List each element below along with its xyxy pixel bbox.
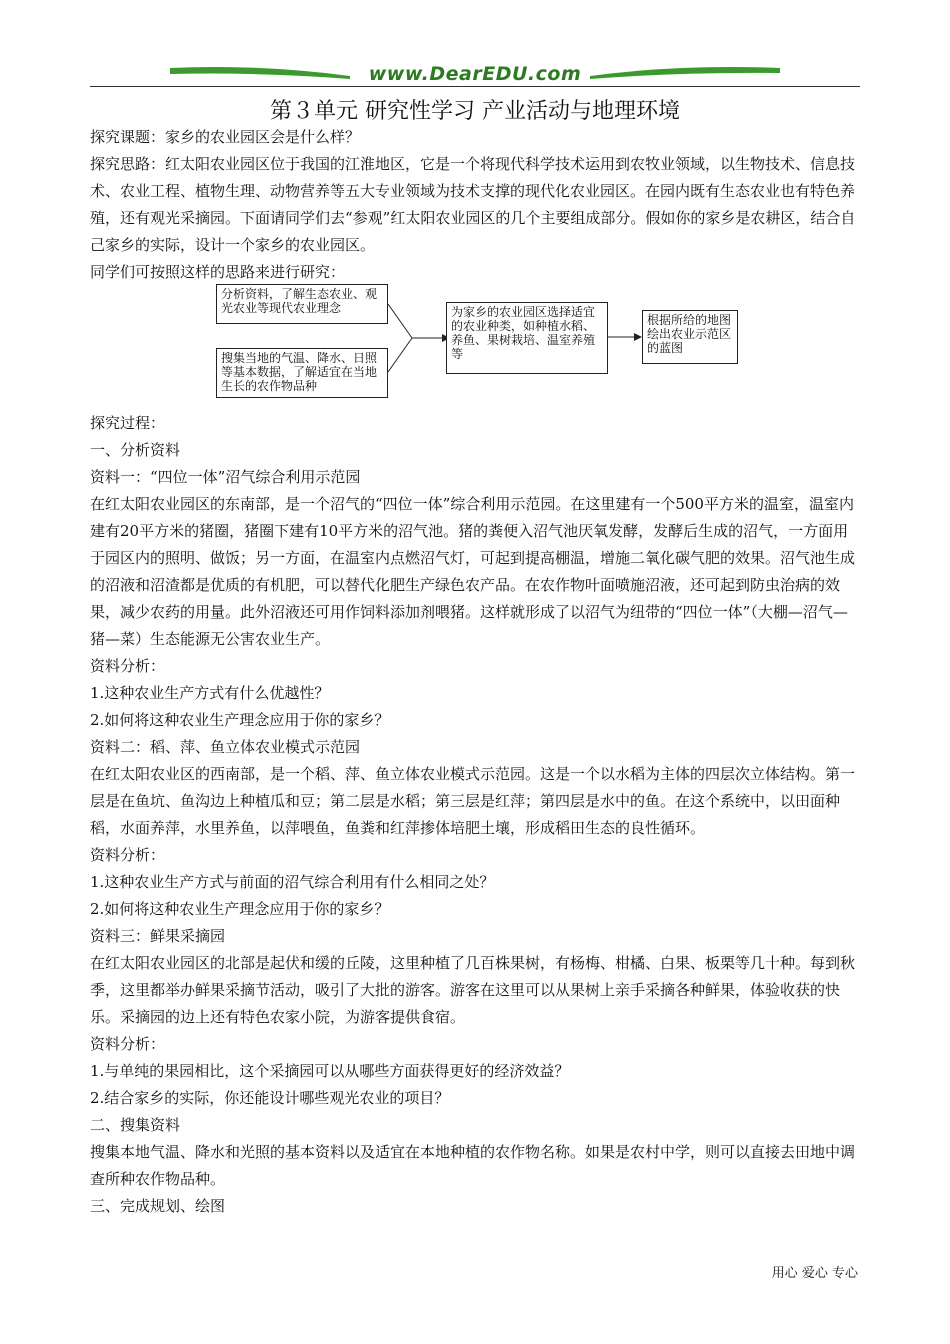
question: 1.这种农业生产方式与前面的沼气综合利用有什么相同之处？ [90,873,495,891]
section-heading: 二、搜集资料 [90,1116,181,1134]
flow-box-draw: 根据所给的地图绘出农业示范区的蓝图 [642,310,738,364]
site-logo-text[interactable]: www.DearEDU.com [368,63,582,85]
section-heading: 一、分析资料 [90,441,181,459]
material-title: 资料二：稻、萍、鱼立体农业模式示范园 [90,738,361,756]
intro-topic: 探究课题：家乡的农业园区会是什么样？ [90,128,361,146]
intro-section [90,124,862,286]
question: 2.如何将这种农业生产理念应用于你的家乡？ [90,900,390,918]
material-text: 在红太阳农业园区的北部是起伏和缓的丘陵，这里种植了几百株果树，有杨梅、柑橘、白果、板栗等几十种。每到秋季，这里都举办鲜果采摘节活动，吸引了大批的游客。游客在这里可以从果树上亲手采摘各种鲜果，体验收获的快乐。采摘园的边上还有特色农家小院，为游客提供食宿。 [90,954,856,1026]
intro-guide: 同学们可按照这样的思路来进行研究： [90,263,346,281]
research-flowchart [210,282,750,402]
question: 1.与单纯的果园相比，这个采摘园可以从哪些方面获得更好的经济效益？ [90,1062,570,1080]
section-text: 搜集本地气温、降水和光照的基本资料以及适宜在本地种植的农作物名称。如果是农村中学，则可以直接去田地中调查所种农作物品种。 [90,1143,856,1188]
material-text: 在红太阳农业区的西南部，是一个稻、萍、鱼立体农业模式示范园。这是一个以水稻为主体的四层次立体结构。第一层是在鱼坑、鱼沟边上种植瓜和豆；第二层是水稻；第三层是红萍；第四层是水中的鱼。在这个系统中，以田面种稻，水面养萍，水里养鱼，以萍喂鱼，鱼粪和红萍掺体培肥土壤，形成稻田生态的良性循环。 [90,765,856,837]
flow-box-collect: 搜集当地的气温、降水、日照等基本数据，了解适宜在当地生长的农作物品种 [216,348,388,398]
flow-box-analyze: 分析资料，了解生态农业、观光农业等现代农业理念 [216,284,388,324]
analysis-heading: 资料分析： [90,657,166,675]
question: 2.如何将这种农业生产理念应用于你的家乡？ [90,711,390,729]
flow-box-choose: 为家乡的农业园区选择适宜的农业种类，如种植水稻、养鱼、果树栽培、温室养殖等 [446,302,608,374]
analysis-heading: 资料分析： [90,846,166,864]
analysis-heading: 资料分析： [90,1035,166,1053]
intro-approach: 探究思路：红太阳农业园区位于我国的江淮地区，它是一个将现代科学技术运用到农牧业领域，以生物技术、信息技术、农业工程、植物生理、动物营养等五大专业领域为技术支撑的现代化农业园区。在园内既有生态农业也有特色养殖，还有观光采摘园。下面请同学们去“参观”红太阳农业园区的几个主要组成部分。假如你的家乡是农耕区，结合自己家乡的实际，设计一个家乡的农业园区。 [90,155,856,254]
material-text: 在红太阳农业园区的东南部，是一个沼气的“四位一体”综合利用示范园。在这里建有一个500平方米的温室，温室内建有20平方米的猪圈，猪圈下建有10平方米的沼气池。猪的粪便入沼气池厌氧发酵，发酵后生成的沼气，一方面用于园区内的照明、做饭；另一方面，在温室内点燃沼气灯，可起到提高棚温，增施二氧化碳气肥的效果。沼气池生成的沼液和沼渣都是优质的有机肥，可以替代化肥生产绿色农产品。在农作物叶面喷施沼液，还可起到防虫治病的效果，减少农药的用量。此外沼液还可用作饲料添加剂喂猪。这样就形成了以沼气为纽带的“四位一体”（大棚—沼气—猪—菜）生态能源无公害农业生产。 [90,495,856,648]
process-heading: 探究过程： [90,414,166,432]
question: 2.结合家乡的实际，你还能设计哪些观光农业的项目？ [90,1089,450,1107]
question: 1.这种农业生产方式有什么优越性？ [90,684,330,702]
material-title: 资料一：“四位一体”沼气综合利用示范园 [90,468,361,486]
header-divider [90,86,860,87]
page-title: 第３单元 研究性学习 产业活动与地理环境 [270,99,680,124]
material-title: 资料三：鲜果采摘园 [90,927,226,945]
body-section [90,410,862,1220]
section-heading: 三、完成规划、绘图 [90,1197,226,1215]
page-footer: 用心 爱心 专心 [771,1266,858,1281]
